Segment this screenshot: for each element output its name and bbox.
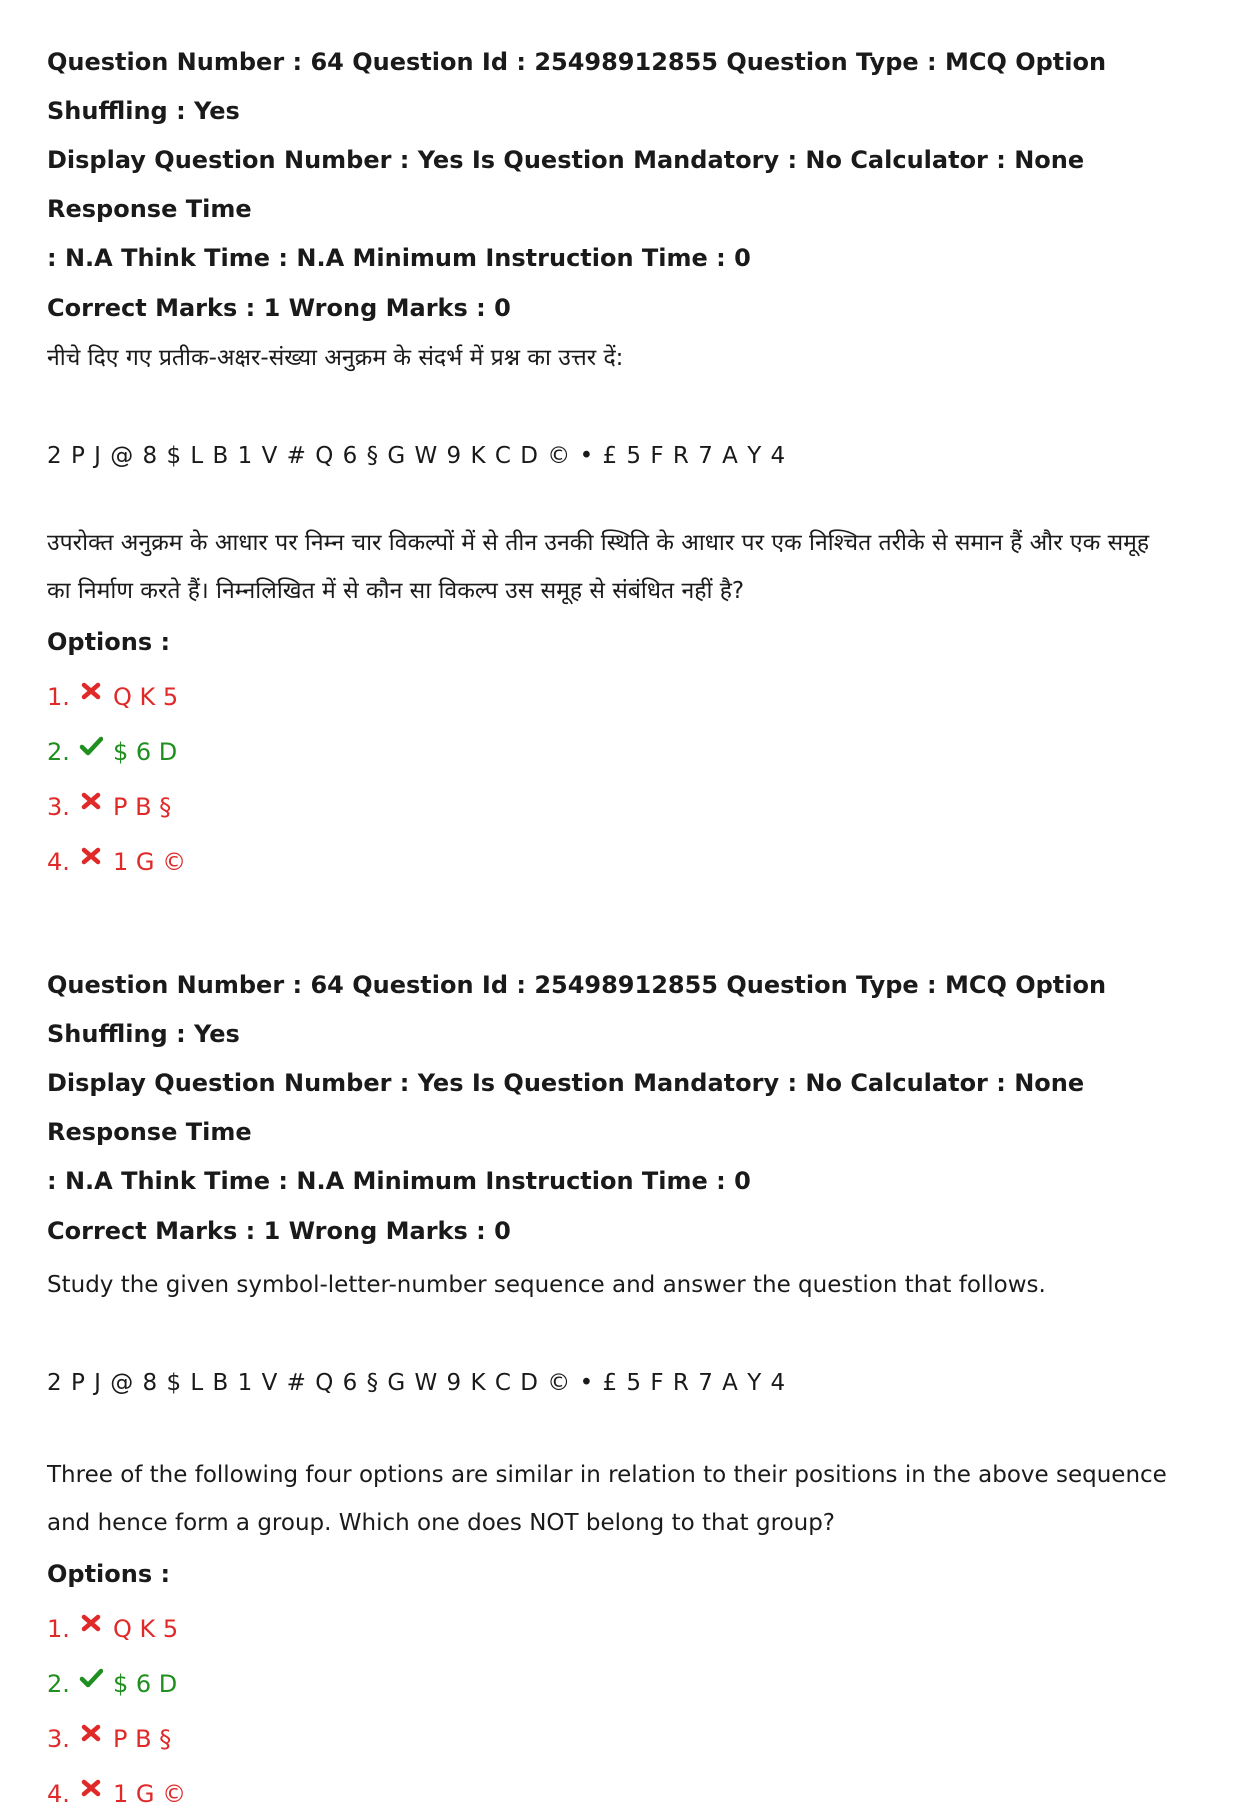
option-text: P B § bbox=[113, 1725, 172, 1753]
marks-line: Correct Marks : 1 Wrong Marks : 0 bbox=[47, 294, 511, 322]
option-number: 3. bbox=[47, 1725, 70, 1753]
option-text: $ 6 D bbox=[113, 738, 178, 766]
option-text: $ 6 D bbox=[113, 1670, 178, 1698]
cross-icon bbox=[79, 1776, 103, 1800]
symbol-sequence: 2 P J @ 8 $ L B 1 V # Q 6 § G W 9 K C D © • £ 5 F R 7 A Y 4 bbox=[47, 1370, 787, 1396]
options-label: Options : bbox=[47, 1560, 171, 1588]
option-text: Q K 5 bbox=[113, 683, 179, 711]
cross-icon bbox=[79, 1721, 103, 1745]
option-text: P B § bbox=[113, 793, 172, 821]
cross-icon bbox=[79, 679, 103, 703]
option-number: 3. bbox=[47, 793, 70, 821]
question-block-hindi bbox=[47, 38, 1207, 877]
question-prompt bbox=[47, 1451, 1207, 1547]
question-paper-page bbox=[47, 38, 1207, 1809]
meta-line: Question Number : 64 Question Id : 25498912855 Question Type : MCQ Option Shuffling : Yes bbox=[47, 971, 1107, 1048]
option-2 bbox=[47, 737, 1207, 767]
prompt-line: उपरोक्त अनुक्रम के आधार पर निम्न चार विकल्पों में से तीन उनकी स्थिति के आधार पर एक निश्चित तरीके से समान हैं और एक समूह bbox=[47, 530, 1150, 556]
question-prompt bbox=[47, 519, 1207, 615]
prompt-line: का निर्माण करते हैं। निम्नलिखित में से कौन सा विकल्प उस समूह से संबंधित नहीं है? bbox=[47, 578, 745, 604]
meta-line: Display Question Number : Yes Is Question Mandatory : No Calculator : None Response Time bbox=[47, 1069, 1085, 1146]
option-3 bbox=[47, 1724, 1207, 1754]
option-number: 2. bbox=[47, 1670, 70, 1698]
check-icon bbox=[79, 734, 103, 758]
option-3 bbox=[47, 792, 1207, 822]
question-meta bbox=[47, 38, 1207, 283]
question-stem: Study the given symbol-letter-number sequence and answer the question that follows. bbox=[47, 1272, 1046, 1298]
option-4 bbox=[47, 847, 1207, 877]
cross-icon bbox=[79, 1611, 103, 1635]
option-number: 2. bbox=[47, 738, 70, 766]
meta-line: : N.A Think Time : N.A Minimum Instruction Time : 0 bbox=[47, 1167, 751, 1195]
marks-line: Correct Marks : 1 Wrong Marks : 0 bbox=[47, 1217, 511, 1245]
question-block-english bbox=[47, 961, 1207, 1809]
option-1 bbox=[47, 1614, 1207, 1644]
option-number: 4. bbox=[47, 848, 70, 876]
cross-icon bbox=[79, 789, 103, 813]
option-text: Q K 5 bbox=[113, 1615, 179, 1643]
option-number: 4. bbox=[47, 1780, 70, 1808]
meta-line: : N.A Think Time : N.A Minimum Instruction Time : 0 bbox=[47, 244, 751, 272]
option-text: 1 G © bbox=[113, 1780, 187, 1808]
option-1 bbox=[47, 682, 1207, 712]
question-stem: नीचे दिए गए प्रतीक-अक्षर-संख्या अनुक्रम के संदर्भ में प्रश्न का उत्तर दें: bbox=[47, 345, 624, 371]
option-number: 1. bbox=[47, 1615, 70, 1643]
option-number: 1. bbox=[47, 683, 70, 711]
option-4 bbox=[47, 1779, 1207, 1809]
option-text: 1 G © bbox=[113, 848, 187, 876]
meta-line: Question Number : 64 Question Id : 25498912855 Question Type : MCQ Option Shuffling : Yes bbox=[47, 48, 1107, 125]
option-2 bbox=[47, 1669, 1207, 1699]
symbol-sequence: 2 P J @ 8 $ L B 1 V # Q 6 § G W 9 K C D © • £ 5 F R 7 A Y 4 bbox=[47, 443, 787, 469]
question-meta bbox=[47, 961, 1207, 1206]
cross-icon bbox=[79, 844, 103, 868]
check-icon bbox=[79, 1666, 103, 1690]
prompt-line: and hence form a group. Which one does NOT belong to that group? bbox=[47, 1510, 836, 1536]
meta-line: Display Question Number : Yes Is Question Mandatory : No Calculator : None Response Time bbox=[47, 146, 1085, 223]
prompt-line: Three of the following four options are similar in relation to their positions in the above sequence bbox=[47, 1462, 1167, 1488]
options-label: Options : bbox=[47, 628, 171, 656]
